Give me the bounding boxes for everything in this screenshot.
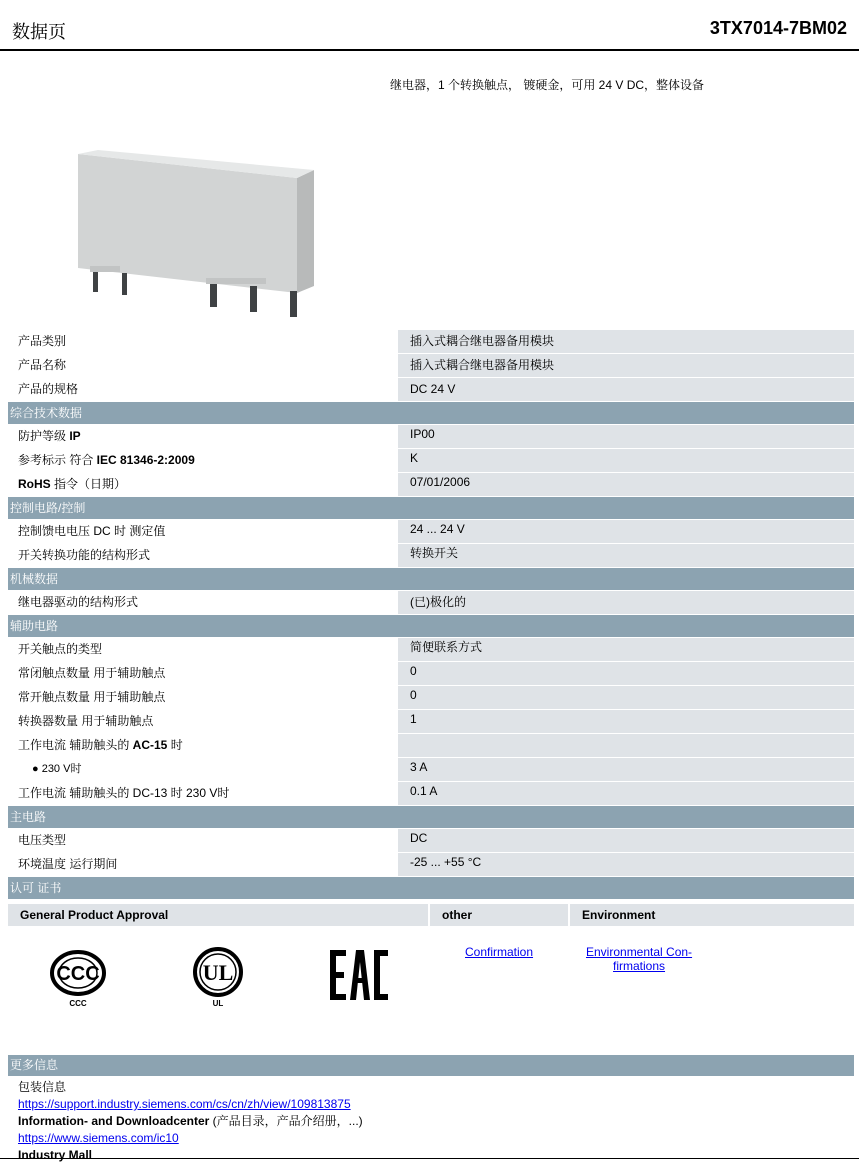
more-info-body [8, 1077, 854, 1164]
product-description: 继电器，1 个转换触点， 镀硬金，可用 24 V DC，整体设备 [390, 78, 705, 92]
spec-value: 插入式耦合继电器备用模块 [398, 330, 854, 353]
spec-row [8, 354, 854, 378]
spec-row [8, 473, 854, 497]
footer-divider [0, 1158, 859, 1159]
spec-label: 开关触点的类型 [18, 642, 103, 656]
packaging-info-link[interactable]: https://support.industry.siemens.com/cs/cn/zh/view/109813875 [18, 1097, 351, 1111]
spec-row [8, 330, 854, 354]
spec-label: 产品名称 [18, 358, 67, 372]
part-number: 3TX7014-7BM02 [709, 18, 847, 38]
environmental-confirmations-link[interactable]: Environmental Con- firmations [586, 945, 693, 973]
spec-label: 开关转换功能的结构形式 [18, 548, 151, 562]
spec-value: K [398, 449, 854, 472]
spec-label: 转换器数量 用于辅助触点 [18, 714, 154, 728]
eac-logo-icon [330, 950, 390, 1002]
spec-table [8, 330, 854, 900]
svg-text:UL: UL [212, 999, 224, 1008]
spec-value: (已)极化的 [398, 591, 854, 614]
spec-row [8, 591, 854, 615]
spec-row [8, 853, 854, 877]
spec-value: 1 [398, 710, 854, 733]
ccc-logo-icon [48, 948, 108, 1010]
section-header: 更多信息 [8, 1055, 854, 1077]
spec-value: 24 ... 24 V [398, 520, 854, 543]
spec-value: 转换开关 [398, 544, 854, 567]
industry-mall-label: Industry Mall [18, 1148, 93, 1162]
spec-value: DC 24 V [398, 378, 854, 401]
section-header: 机械数据 [8, 568, 854, 591]
spec-label: ● 230 V时 [32, 763, 82, 775]
spec-value: 0 [398, 686, 854, 709]
spec-label: 常开触点数量 用于辅助触点 [18, 690, 166, 704]
spec-label: 产品的规格 [18, 382, 79, 396]
spec-value: 插入式耦合继电器备用模块 [398, 354, 854, 377]
spec-label: 工作电流 辅助触头的 AC-15 时 [18, 738, 183, 752]
section-header: 辅助电路 [8, 615, 854, 638]
spec-row [8, 662, 854, 686]
spec-row [8, 829, 854, 853]
spec-value: 3 A [398, 758, 854, 781]
spec-row [8, 758, 854, 782]
ul-logo-icon [190, 946, 246, 1010]
spec-value [398, 734, 854, 757]
spec-label: RoHS 指令（日期） [18, 477, 127, 491]
spec-label: 控制馈电电压 DC 时 测定值 [18, 524, 166, 538]
page-header [0, 0, 859, 52]
spec-row [8, 734, 854, 758]
spec-label: 工作电流 辅助触头的 DC-13 时 230 V时 [18, 786, 230, 800]
section-header: 综合技术数据 [8, 402, 854, 425]
header-divider [0, 49, 859, 51]
spec-label: 产品类别 [18, 334, 67, 348]
section-header: 认可 证书 [8, 877, 854, 900]
spec-value: -25 ... +55 °C [398, 853, 854, 876]
spec-row [8, 544, 854, 568]
spec-label: 电压类型 [18, 833, 67, 847]
packaging-info-label: 包装信息 [18, 1080, 67, 1094]
svg-text:UL: UL [202, 960, 234, 985]
download-center-label: Information- and Downloadcenter (产品目录，产品介绍册，...) [18, 1114, 363, 1128]
relay-product-image [72, 148, 322, 323]
svg-text:CCC: CCC [56, 963, 100, 985]
page-title: 数据页 [12, 22, 66, 42]
more-info-section [8, 1055, 854, 1164]
spec-row [8, 520, 854, 544]
spec-value: DC [398, 829, 854, 852]
spec-value: 07/01/2006 [398, 473, 854, 496]
spec-value: 0.1 A [398, 782, 854, 805]
spec-label: 环境温度 运行期间 [18, 857, 118, 871]
spec-label: 防护等级 IP [18, 429, 81, 443]
spec-label: 常闭触点数量 用于辅助触点 [18, 666, 166, 680]
confirmation-link[interactable]: Confirmation [465, 945, 534, 959]
spec-row [8, 425, 854, 449]
approval-col-general: General Product Approval [8, 904, 428, 926]
download-center-link[interactable]: https://www.siemens.com/ic10 [18, 1131, 179, 1145]
spec-value: IP00 [398, 425, 854, 448]
approvals-header [8, 904, 854, 926]
spec-row [8, 378, 854, 402]
svg-text:CCC: CCC [69, 999, 87, 1008]
spec-label: 参考标示 符合 IEC 81346-2:2009 [18, 453, 195, 467]
spec-label: 继电器驱动的结构形式 [18, 595, 139, 609]
spec-value: 简便联系方式 [398, 638, 854, 661]
spec-row [8, 782, 854, 806]
approval-col-other: other [430, 904, 568, 926]
section-header: 主电路 [8, 806, 854, 829]
spec-value: 0 [398, 662, 854, 685]
spec-row [8, 449, 854, 473]
spec-row [8, 710, 854, 734]
spec-row [8, 638, 854, 662]
spec-row [8, 686, 854, 710]
section-header: 控制电路/控制 [8, 497, 854, 520]
approval-col-environment: Environment [570, 904, 854, 926]
